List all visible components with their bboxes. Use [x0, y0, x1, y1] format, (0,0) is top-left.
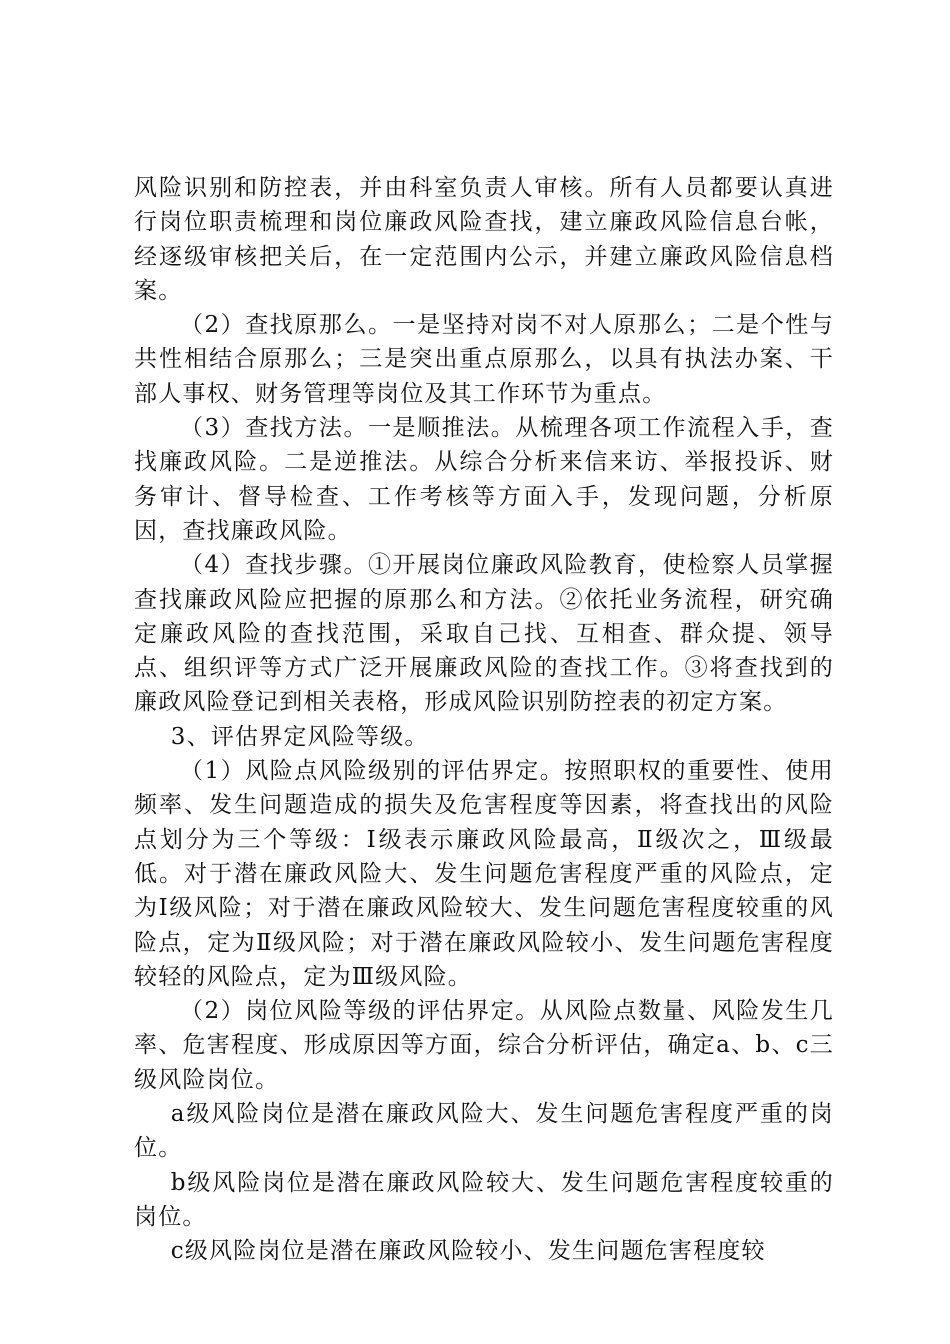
- paragraph-continuation: 风险识别和防控表，并由科室负责人审核。所有人员都要认真进行岗位职责梳理和岗位廉政风险查找，建立廉政风险信息台帐，经逐级审核把关后，在一定范围内公示，并建立廉政风险信息档案。: [134, 175, 834, 304]
- paragraph-risk-point-levels: （1）风险点风险级别的评估界定。按照职权的重要性、使用频率、发生问题造成的损失及危害程度等因素，将查找出的风险点划分为三个等级：Ⅰ级表示廉政风险最高，Ⅱ级次之，Ⅲ级最低。对于潜在廉政风险大、发生问题危害程度严重的风险点，定为Ⅰ级风险；对于潜在廉政风险较大、发生问题危害程度较重的风险点，定为Ⅱ级风险；对于潜在廉政风险较小、发生问题危害程度较轻的风险点，定为Ⅲ级风险。: [134, 758, 834, 990]
- paragraph-post-risk-levels: （2）岗位风险等级的评估界定。从风险点数量、风险发生几率、危害程度、形成原因等方面，综合分析评估，确定a、b、c三级风险岗位。: [134, 998, 834, 1093]
- document-body: [134, 171, 834, 1269]
- paragraph-level-a: a级风险岗位是潜在廉政风险大、发生问题危害程度严重的岗位。: [134, 1101, 834, 1162]
- paragraph-level-c: c级风险岗位是潜在廉政风险较小、发生问题危害程度较: [170, 1238, 766, 1265]
- section-heading-risk-levels: 3、评估界定风险等级。: [170, 723, 429, 750]
- paragraph-level-b: b级风险岗位是潜在廉政风险较大、发生问题危害程度较重的岗位。: [134, 1169, 834, 1230]
- paragraph-search-steps: （4）查找步骤。①开展岗位廉政风险教育，使检察人员掌握查找廉政风险应把握的原那么和方法。②依托业务流程，研究确定廉政风险的查找范围，采取自己找、互相查、群众提、领导点、组织评等方式广泛开展廉政风险的查找工作。③将查找到的廉政风险登记到相关表格，形成风险识别防控表的初定方案。: [134, 552, 834, 716]
- paragraph-search-principles: （2）查找原那么。一是坚持对岗不对人原那么；二是个性与共性相结合原那么；三是突出重点原那么，以具有执法办案、干部人事权、财务管理等岗位及其工作环节为重点。: [134, 312, 834, 407]
- paragraph-search-methods: （3）查找方法。一是顺推法。从梳理各项工作流程入手，查找廉政风险。二是逆推法。从综合分析来信来访、举报投诉、财务审计、督导检查、工作考核等方面入手，发现问题，分析原因，查找廉政风险。: [134, 415, 834, 544]
